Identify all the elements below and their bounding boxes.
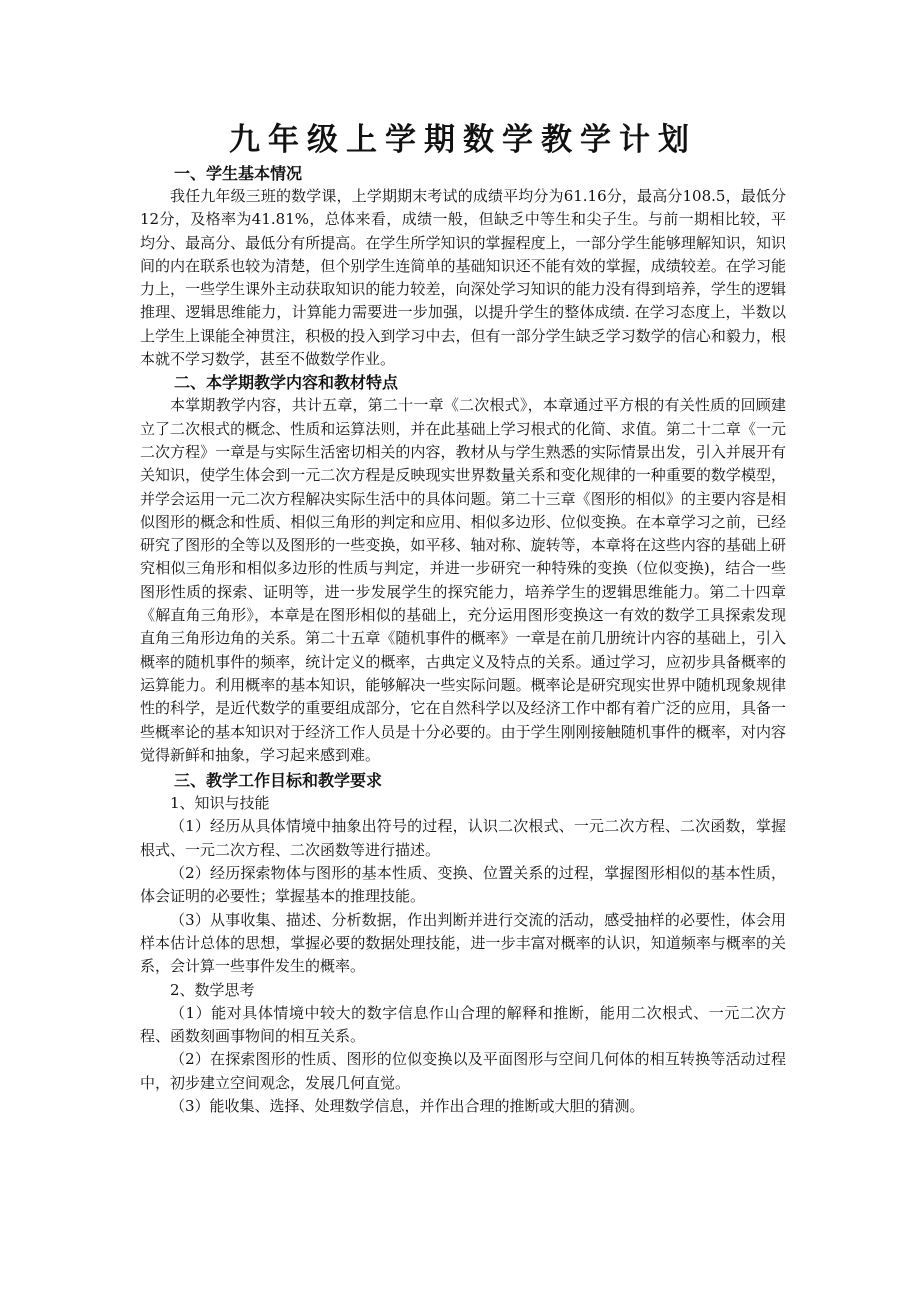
section-heading-2: 二、本学期教学内容和教材特点 [174, 373, 399, 393]
section-heading-1: 一、学生基本情况 [174, 164, 303, 183]
subsection-title-knowledge: 1、知识与技能 [170, 794, 270, 813]
section-paragraph-1: 我任九年级三班的数学课，上学期期末考试的成绩平均分为61.16分，最高分108.5，最低分12分，及格率为41.81%，总体来看，成绩一般，但缺乏中等生和尖子生。与前一期相比较，平均分、最高分、最低分有所提高。在学生所学知识的掌握程度上，一部分学生能够理解知识，知识间的内在联系也较为清楚，但个别学生连简单的基础知识还不能有效的掌握，成绩较差。在学习能力上，一些学生课外主动获取知识的能力较差，向深处学习知识的能力没有得到培养，学生的逻辑推理、逻辑思维能力，计算能力需要进一步加强，以提升学生的整体成绩. 在学习态度上，半数以上学生上课能全神贯注，积极的投入到学习中去，但有一部分学生缺乏学习数学的信心和毅力，根本就不学习数学，甚至不做数学作业。 [140, 187, 786, 369]
list-item: （3）从事收集、描述、分析数据，作出判断并进行交流的活动，感受抽样的必要性，体会用样本估计总体的思想，掌握必要的数据处理技能，进一步丰富对概率的认识，知道频率与概率的关系，会计算一些事件发生的概率。 [140, 910, 786, 976]
list-item: （1）能对具体情境中较大的数字信息作山合理的解释和推断，能用二次根式、一元二次方程、函数刻画事物间的相互关系。 [140, 1003, 786, 1046]
list-item: （2）经历探索物体与图形的基本性质、变换、位置关系的过程，掌握图形相似的基本性质，体会证明的必要性；掌握基本的推理技能。 [140, 864, 786, 906]
list-item: （2）在探索图形的性质、图形的位似变换以及平面图形与空间几何体的相互转换等活动过程中，初步建立空间观念，发展几何直觉。 [140, 1050, 786, 1092]
list-item: （1）经历从具体情境中抽象出符号的过程，认识二次根式、一元二次方程、二次函数，掌握根式、一元二次方程、二次函数等进行描述。 [140, 817, 786, 859]
section-paragraph-2: 本掌期教学内容，共计五章，第二十一章《二次根式》，本章通过平方根的有关性质的回顾建立了二次根式的概念、性质和运算法则，并在此基础上学习根式的化简、求值。第二十二章《一元二次方程》一章是与实际生活密切相关的内容，教材从与学生熟悉的实际情景出发，引入并展开有关知识，使学生体会到一元二次方程是反映现实世界数量关系和变化规律的一种重要的数学模型，并学会运用一元二次方程解决实际生活中的具体问题。第二十三章《图形的相似》的主要内容是相似图形的概念和性质、相似三角形的判定和应用、相似多边形、位似变换。在本章学习之前，已经研究了图形的全等以及图形的一些变换，如平移、轴对称、旋转等，本章将在这些内容的基础上研究相似三角形和相似多边形的性质与判定，并进一步研究一种特殊的变换（位似变换)，结合一些图形性质的探索、证明等，进一步发展学生的探究能力，培养学生的逻辑思维能力。第二十四章《解直角三角形》，本章是在图形相似的基础上，充分运用图形变换这一有效的数学工具探索发现直角三角形边角的关系。第二十五章《随机事件的概率》一章是在前几册统计内容的基础上，引入概率的随机事件的频率，统计定义的概率，古典定义及特点的关系。通过学习，应初步具备概率的运算能力。利用概率的基本知识，能够解决一些实际问题。概率论是研究现实世界中随机现象规律性的科学，是近代数学的重要组成部分，它在自然科学以及经济工作中都有着广泛的应用，具备一些概率论的基本知识对于经济工作人员是十分必要的。由于学生刚刚接触随机事件的概率，对内容觉得新鲜和抽象，学习起来感到难。 [140, 396, 786, 764]
subsection-title-thinking: 2、数学思考 [170, 980, 255, 999]
document-title: 九年级上学期数学教学计划 [229, 122, 697, 158]
list-item: （3）能收集、选择、处理数学信息，并作出合理的推断或大胆的猜测。 [170, 1096, 645, 1115]
section-heading-3: 三、教学工作目标和教学要求 [174, 771, 383, 791]
document-page [140, 118, 786, 1118]
